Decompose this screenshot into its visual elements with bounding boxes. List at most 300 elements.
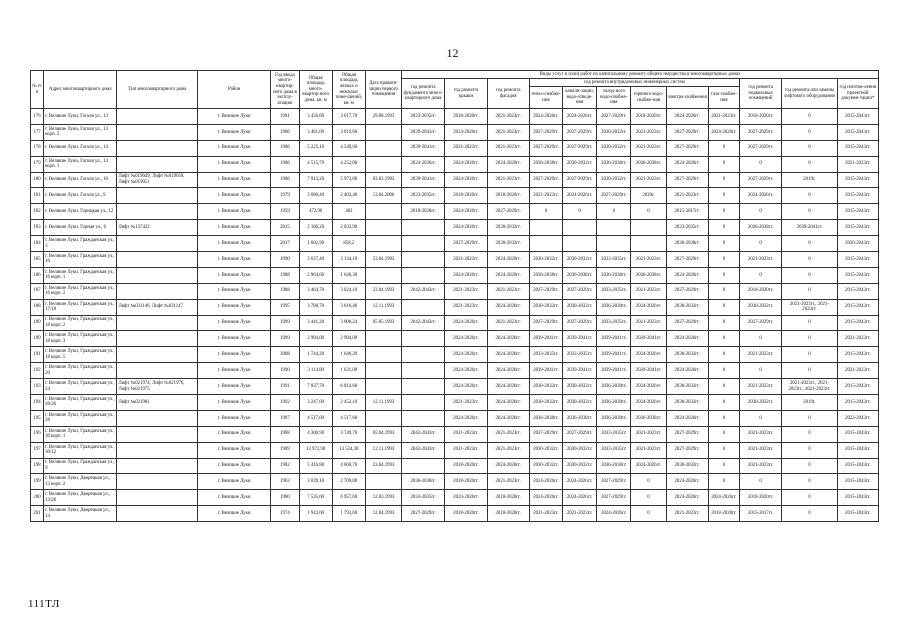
- table-cell: г. Великие Луки: [197, 156, 270, 172]
- table-cell: г. Великие Луки: [197, 379, 270, 395]
- table-cell: [402, 220, 445, 236]
- table-cell: 3 019,60: [332, 124, 365, 140]
- table-cell: 2021-2023гг.: [487, 283, 529, 299]
- table-cell: 2024-2026гг.: [631, 299, 666, 315]
- table-cell: [117, 236, 197, 252]
- table-cell: 2036-2038гг.: [597, 458, 631, 474]
- table-cell: 2 452,10: [332, 395, 365, 411]
- table-cell: 2024-2026гг.: [529, 474, 562, 490]
- table-cell: г. Великие Луки, Гоголя ул., 13 корп. 2: [44, 124, 117, 140]
- table-cell: 1981: [271, 109, 299, 125]
- table-cell: [402, 236, 445, 252]
- table-cell: г. Великие Луки, Гражданская ул., 3: [44, 236, 117, 252]
- header-num: № п/п: [31, 71, 44, 109]
- table-cell: г. Великие Луки: [197, 252, 270, 268]
- table-cell: 2015-2043гг.: [837, 474, 878, 490]
- table-cell: 2027-2029гг.: [563, 283, 597, 299]
- table-cell: [365, 363, 401, 379]
- table-cell: 2024-2026гг.: [487, 458, 529, 474]
- table-cell: 183: [31, 220, 44, 236]
- table-cell: 2030-2032гг.: [563, 299, 597, 315]
- table-cell: 2027-2029гг.: [563, 124, 597, 140]
- table-cell: [117, 315, 197, 331]
- table-cell: [529, 220, 562, 236]
- table-cell: 2015-2043гг.: [837, 347, 878, 363]
- table-cell: [117, 124, 197, 140]
- table-cell: 0: [782, 347, 837, 363]
- table-cell: 0: [708, 220, 739, 236]
- table-cell: Лифт №019049, Лифт №019050, Лифт №019051: [117, 172, 197, 188]
- table-cell: 1988: [271, 426, 299, 442]
- table-cell: 0: [782, 267, 837, 283]
- table-cell: г. Великие Луки, Горная ул., 6: [44, 220, 117, 236]
- table-cell: 2036-2038гг.: [631, 267, 666, 283]
- table-cell: 2024-2026гг.: [563, 490, 597, 506]
- table-cell: 1979: [271, 188, 299, 204]
- table-cell: [117, 363, 197, 379]
- table-cell: 3 441,20: [299, 315, 332, 331]
- table-cell: 0: [708, 363, 739, 379]
- table-cell: 1986: [271, 124, 299, 140]
- table-cell: 2018-2020гг.: [445, 188, 487, 204]
- header-roof: год ремонта крыши: [445, 79, 487, 109]
- table-cell: 2015-2043гг.: [837, 299, 878, 315]
- table-cell: 2024-2026гг.: [487, 252, 529, 268]
- table-cell: 2024-2026гг.: [666, 109, 708, 125]
- table-cell: 2021-2023гг.: [445, 140, 487, 156]
- table-cell: 13 972,90: [299, 442, 332, 458]
- table-cell: 1992: [271, 395, 299, 411]
- table-cell: 1 646,30: [332, 267, 365, 283]
- table-cell: 2036-2038гг.: [597, 395, 631, 411]
- table-cell: 0: [782, 490, 837, 506]
- table-cell: 4 549,60: [332, 140, 365, 156]
- header-sewer: канали-зации, водо-отведе-ния: [563, 87, 597, 109]
- table-cell: 2023-2043гг.: [837, 410, 878, 426]
- table-cell: 191: [31, 347, 44, 363]
- table-cell: 3 134,10: [332, 252, 365, 268]
- table-cell: [117, 490, 197, 506]
- table-cell: 2030-2032гг.: [563, 395, 597, 411]
- table-cell: 2039-2041гг.: [529, 363, 562, 379]
- table-cell: [365, 156, 401, 172]
- table-cell: 3 464,70: [299, 283, 332, 299]
- table-cell: 0: [708, 315, 739, 331]
- table-cell: 0: [708, 474, 739, 490]
- table-cell: г. Великие Луки: [197, 395, 270, 411]
- table-cell: 2027-2029гг.: [529, 283, 562, 299]
- table-cell: 2030-2032гг.: [529, 379, 562, 395]
- table-cell: 2008: [271, 347, 299, 363]
- table-cell: 2027-2029гг.: [597, 109, 631, 125]
- table-cell: 2036-2038гг.: [631, 156, 666, 172]
- table-cell: [117, 156, 197, 172]
- table-cell: 12.11.1993: [365, 395, 401, 411]
- table-cell: 0: [708, 236, 739, 252]
- table-row: [31, 124, 879, 140]
- table-cell: 2021-2023гг.: [740, 252, 782, 268]
- table-cell: г. Великие Луки, Гражданская ул., 16: [44, 252, 117, 268]
- table-cell: 2021-2023гг.: [487, 426, 529, 442]
- table-cell: 2019г.: [782, 172, 837, 188]
- table-cell: 0: [740, 236, 782, 252]
- table-cell: 0: [740, 331, 782, 347]
- table-cell: 2021-2023гг.: [740, 442, 782, 458]
- table-cell: 2015-2017гг.: [666, 204, 708, 220]
- header-type: Тип многоквартирного дома: [117, 71, 197, 109]
- table-cell: 2021-2023гг.: [487, 172, 529, 188]
- table-cell: 2024-2026гг.: [487, 299, 529, 315]
- table-cell: 0: [782, 252, 837, 268]
- table-cell: 0: [740, 156, 782, 172]
- table-cell: 2024-2026гг.: [445, 204, 487, 220]
- table-cell: 2039-2041гг.: [631, 331, 666, 347]
- table-cell: 2024-2026гг.: [402, 156, 445, 172]
- table-cell: 2024-2026гг.: [563, 109, 597, 125]
- table-cell: 3 247,60: [299, 395, 332, 411]
- table-cell: 0: [708, 156, 739, 172]
- table-cell: [365, 331, 401, 347]
- table-cell: 2030-2032гг.: [487, 220, 529, 236]
- table-cell: 2027-2029гг.: [666, 124, 708, 140]
- table-cell: г. Великие Луки: [197, 172, 270, 188]
- table-cell: 0: [529, 204, 562, 220]
- table-cell: 23.04.1993: [365, 252, 401, 268]
- table-cell: [597, 236, 631, 252]
- table-cell: 2018-2020гг.: [445, 458, 487, 474]
- table-row: [31, 204, 879, 220]
- table-cell: 1989: [271, 331, 299, 347]
- table-cell: 2036-2038гг.: [563, 410, 597, 426]
- table-cell: 1980: [271, 490, 299, 506]
- table-cell: 2036-2038гг.: [631, 410, 666, 426]
- table-body: [31, 109, 879, 522]
- header-heat: тепло-снабже-ния: [529, 87, 562, 109]
- table-cell: 2027-2029гг.: [666, 283, 708, 299]
- table-row: [31, 236, 879, 252]
- table-cell: 2015-2043гг.: [837, 490, 878, 506]
- table-cell: 7 837,70: [299, 379, 332, 395]
- table-cell: 2027-2029гг.: [529, 140, 562, 156]
- table-cell: 2024-2026гг.: [666, 331, 708, 347]
- table-cell: 1959: [271, 204, 299, 220]
- table-cell: 2030-2032гг.: [563, 379, 597, 395]
- table-cell: 3 788,70: [299, 299, 332, 315]
- table-cell: 1995: [271, 299, 299, 315]
- table-cell: 2 984,00: [299, 331, 332, 347]
- table-cell: 2021-2023гг.: [445, 299, 487, 315]
- table-cell: г. Великие Луки: [197, 331, 270, 347]
- table-cell: 2024-2026гг.: [487, 395, 529, 411]
- table-cell: 200: [31, 490, 44, 506]
- table-cell: 2030г.: [631, 188, 666, 204]
- table-cell: г. Великие Луки, Горицкая ул., 12: [44, 204, 117, 220]
- table-cell: 0: [631, 204, 666, 220]
- table-row: [31, 220, 879, 236]
- table-cell: 2027-2029гг.: [666, 252, 708, 268]
- table-cell: 2024-2026гг.: [445, 331, 487, 347]
- table-cell: 7 913,20: [299, 172, 332, 188]
- table-cell: 2036-2038гг.: [597, 156, 631, 172]
- table-cell: 03.02.1993: [365, 172, 401, 188]
- table-cell: 4 660,70: [332, 458, 365, 474]
- table-cell: 2030-2032гг.: [529, 395, 562, 411]
- table-cell: 2024-2026гг.: [445, 379, 487, 395]
- table-cell: 196: [31, 426, 44, 442]
- table-cell: 1989: [271, 442, 299, 458]
- table-cell: 3 006,24: [332, 315, 365, 331]
- table-cell: 2 964,00: [299, 267, 332, 283]
- table-row: [31, 140, 879, 156]
- table-row: [31, 172, 879, 188]
- header-water: холод-ного водо-снабже-ния: [597, 87, 631, 109]
- table-cell: 4 252,00: [332, 156, 365, 172]
- table-cell: 2027-2029гг.: [597, 188, 631, 204]
- table-cell: 2036-2038гг.: [563, 267, 597, 283]
- table-cell: 2024-2026гг.: [631, 347, 666, 363]
- table-cell: 2024-2026гг.: [666, 490, 708, 506]
- table-cell: 2039-2041гг.: [597, 347, 631, 363]
- table-cell: г. Великие Луки, Гоголя ул., 13: [44, 109, 117, 125]
- table-cell: 2021-2023гг., 2021-2023гг.: [782, 299, 837, 315]
- table-cell: 0: [631, 474, 666, 490]
- table-cell: 2039-2041гг.: [402, 124, 445, 140]
- table-cell: 0: [740, 410, 782, 426]
- table-cell: 2024-2026гг.: [445, 156, 487, 172]
- table-cell: 2021-2023гг.: [740, 426, 782, 442]
- table-cell: 2030-2032гг.: [529, 299, 562, 315]
- table-cell: г. Великие Луки, Гоголя ул., 14: [44, 140, 117, 156]
- table-cell: 2015-2043гг.: [837, 188, 878, 204]
- table-cell: 2030-2032гг.: [666, 379, 708, 395]
- table-cell: 2030-2032гг.: [740, 395, 782, 411]
- table-cell: [631, 220, 666, 236]
- table-cell: 2015-2043гг.: [837, 379, 878, 395]
- table-cell: г. Великие Луки: [197, 283, 270, 299]
- table-cell: 2018-2020гг.: [708, 506, 739, 522]
- table-cell: 2039-2041гг.: [563, 331, 597, 347]
- table-cell: г. Великие Луки: [197, 236, 270, 252]
- table-cell: 2027-2029гг.: [529, 315, 562, 331]
- table-cell: 3 749,70: [332, 426, 365, 442]
- table-cell: 2030-2032гг.: [563, 458, 597, 474]
- table-cell: 2015-2043гг.: [837, 124, 878, 140]
- table-cell: [402, 458, 445, 474]
- table-cell: 0: [708, 299, 739, 315]
- table-cell: 2015-2043гг.: [837, 315, 878, 331]
- table-cell: 2024-2026гг.: [445, 172, 487, 188]
- table-cell: 2015-2043гг.: [837, 458, 878, 474]
- table-cell: 2 033,90: [332, 220, 365, 236]
- table-cell: 2021-2023гг.: [631, 283, 666, 299]
- header-living-area: Общая площадь жилых и нежилых поме-щений, кв. м: [332, 71, 365, 109]
- table-cell: 0: [740, 204, 782, 220]
- table-cell: 1 943,60: [299, 506, 332, 522]
- table-cell: 0: [708, 140, 739, 156]
- table-cell: 0: [708, 426, 739, 442]
- table-cell: [365, 410, 401, 426]
- table-row: [31, 426, 879, 442]
- table-cell: 3 616,40: [332, 299, 365, 315]
- table-cell: 2039-2041гг.: [631, 363, 666, 379]
- table-cell: г. Великие Луки: [197, 458, 270, 474]
- table-cell: 2021-2023гг.: [631, 426, 666, 442]
- table-cell: 186: [31, 267, 44, 283]
- table-cell: 193: [31, 379, 44, 395]
- table-cell: 2036-2038гг.: [597, 379, 631, 395]
- table-cell: г. Великие Луки, Гражданская ул., 16 корп. 1: [44, 267, 117, 283]
- header-facade: год ремонта фасадов: [487, 79, 529, 109]
- table-cell: 2039-2041гг.: [402, 172, 445, 188]
- table-cell: г. Великие Луки, Гоголя ул., 14 корп. 1: [44, 156, 117, 172]
- table-cell: 4 300,90: [299, 426, 332, 442]
- table-cell: г. Великие Луки: [197, 347, 270, 363]
- table-cell: 2015-2043гг.: [837, 283, 878, 299]
- table-cell: г. Великие Луки, Гражданская ул., 26/26: [44, 395, 117, 411]
- table-cell: г. Великие Луки: [197, 188, 270, 204]
- table-cell: 2033-2035гг.: [529, 347, 562, 363]
- table-cell: 2042-2043гг.: [402, 283, 445, 299]
- table-cell: 0: [563, 204, 597, 220]
- table-cell: 3 456,60: [299, 109, 332, 125]
- table-cell: 1 793,60: [332, 506, 365, 522]
- table-cell: 2027-2029гг.: [666, 442, 708, 458]
- table-cell: 2030-2032гг.: [563, 156, 597, 172]
- table-cell: 2021-2023гг.: [631, 252, 666, 268]
- table-cell: 2033-2035гг.: [666, 220, 708, 236]
- table-cell: 2015-2043гг.: [837, 172, 878, 188]
- table-row: [31, 363, 879, 379]
- table-cell: 2027-2029гг.: [445, 236, 487, 252]
- table-cell: 2015-2043гг.: [837, 204, 878, 220]
- table-cell: [117, 426, 197, 442]
- table-cell: [563, 220, 597, 236]
- table-cell: г. Великие Луки, Дворецкая ул., 13 корп. 2: [44, 474, 117, 490]
- table-cell: 2015-2043гг.: [837, 220, 878, 236]
- table-cell: 2021-2023гг.: [631, 124, 666, 140]
- table-cell: 4 517,60: [332, 410, 365, 426]
- table-cell: 0: [782, 236, 837, 252]
- table-cell: 1986: [271, 156, 299, 172]
- table-cell: [117, 410, 197, 426]
- table-cell: 2027-2029гг.: [740, 315, 782, 331]
- table-cell: 2021-2023гг.: [445, 252, 487, 268]
- table-cell: г. Великие Луки: [197, 410, 270, 426]
- table-cell: 201: [31, 506, 44, 522]
- table-cell: [365, 347, 401, 363]
- table-cell: г. Великие Луки, Гражданская ул., 18 корп. 5: [44, 347, 117, 363]
- table-cell: 2027-2029гг.: [529, 426, 562, 442]
- table-cell: 2021-2023гг.: [666, 188, 708, 204]
- table-cell: 2030-2032гг.: [597, 140, 631, 156]
- table-cell: 2021-2023гг.: [529, 506, 562, 522]
- table-cell: 2021-2023гг.: [487, 140, 529, 156]
- table-cell: 0: [740, 267, 782, 283]
- table-cell: [117, 188, 197, 204]
- table-cell: г. Великие Луки: [197, 506, 270, 522]
- table-cell: 2026-2043гг.: [837, 236, 878, 252]
- table-cell: 2027-2029гг.: [529, 124, 562, 140]
- table-cell: 2036-2038гг.: [597, 299, 631, 315]
- capital-repair-table: [30, 70, 879, 522]
- table-cell: г. Великие Луки: [197, 109, 270, 125]
- table-cell: 2024-2026гг.: [740, 188, 782, 204]
- table-row: [31, 474, 879, 490]
- table-cell: Лифт №137422: [117, 220, 197, 236]
- table-cell: 0: [708, 410, 739, 426]
- table-cell: 5 416,80: [299, 458, 332, 474]
- table-cell: 2017: [271, 236, 299, 252]
- table-cell: 2033-2035гг.: [597, 283, 631, 299]
- table-cell: 188: [31, 299, 44, 315]
- table-cell: 4 517,60: [299, 410, 332, 426]
- table-cell: 2030-2032гг.: [597, 124, 631, 140]
- table-cell: 2015-2043гг.: [837, 252, 878, 268]
- table-cell: г. Великие Луки, Гражданская ул., 18 корп. 3: [44, 331, 117, 347]
- table-cell: 2024-2026гг.: [666, 410, 708, 426]
- table-cell: 2021-2023гг.: [445, 395, 487, 411]
- table-cell: 1986: [271, 172, 299, 188]
- table-cell: [365, 379, 401, 395]
- header-hotwater: горячего водо-снабже-ния: [631, 87, 666, 109]
- table-cell: 2 984,00: [332, 331, 365, 347]
- table-cell: 1 646,20: [332, 347, 365, 363]
- table-cell: 0: [782, 156, 837, 172]
- header-docs: год изготов-ления проектной докумен-тации*: [837, 79, 878, 109]
- table-row: [31, 458, 879, 474]
- table-cell: 12.04.1993: [365, 506, 401, 522]
- table-cell: 2039-2041гг.: [782, 220, 837, 236]
- table-cell: 2018-2020гг.: [631, 109, 666, 125]
- table-row: [31, 410, 879, 426]
- table-cell: 2 709,80: [332, 474, 365, 490]
- table-cell: 1 744,20: [299, 347, 332, 363]
- table-cell: [117, 252, 197, 268]
- table-cell: 1989: [271, 315, 299, 331]
- table-cell: 198: [31, 458, 44, 474]
- table-cell: 2015-2043гг.: [837, 395, 878, 411]
- table-cell: 2021-2023гг.: [487, 109, 529, 125]
- table-row: [31, 379, 879, 395]
- table-cell: 3 039,10: [299, 474, 332, 490]
- table-cell: Лифт №021974, Лифт №021976, Лифт №021975: [117, 379, 197, 395]
- header-works-group: Виды услуг и (или) работ по капитальному ремонту общего имущества в многоквартирных домах: [402, 71, 879, 79]
- table-cell: 2021-2023гг.: [529, 188, 562, 204]
- table-cell: 2027-2029гг.: [563, 172, 597, 188]
- table-cell: 192: [31, 363, 44, 379]
- table-cell: [117, 474, 197, 490]
- table-cell: 3 024,10: [332, 283, 365, 299]
- table-cell: 23.04.1993: [365, 283, 401, 299]
- table-cell: 3 461,00: [299, 124, 332, 140]
- table-cell: 194: [31, 395, 44, 411]
- table-cell: 0: [782, 124, 837, 140]
- table-cell: 2027-2029гг.: [487, 204, 529, 220]
- table-cell: г. Великие Луки, Гражданская ул., 28: [44, 410, 117, 426]
- table-cell: 2024-2026гг.: [445, 490, 487, 506]
- table-cell: [365, 124, 401, 140]
- table-row: [31, 299, 879, 315]
- table-cell: 2015-2043гг.: [837, 442, 878, 458]
- table-cell: 2039-2041гг.: [529, 331, 562, 347]
- table-cell: 2027-2029гг.: [563, 315, 597, 331]
- table-cell: 2033-2035гг.: [402, 188, 445, 204]
- table-row: [31, 490, 879, 506]
- table-cell: 3 017,70: [332, 109, 365, 125]
- table-cell: 2018-2020гг.: [740, 283, 782, 299]
- table-cell: 0: [708, 204, 739, 220]
- table-cell: 2015-2043гг.: [837, 267, 878, 283]
